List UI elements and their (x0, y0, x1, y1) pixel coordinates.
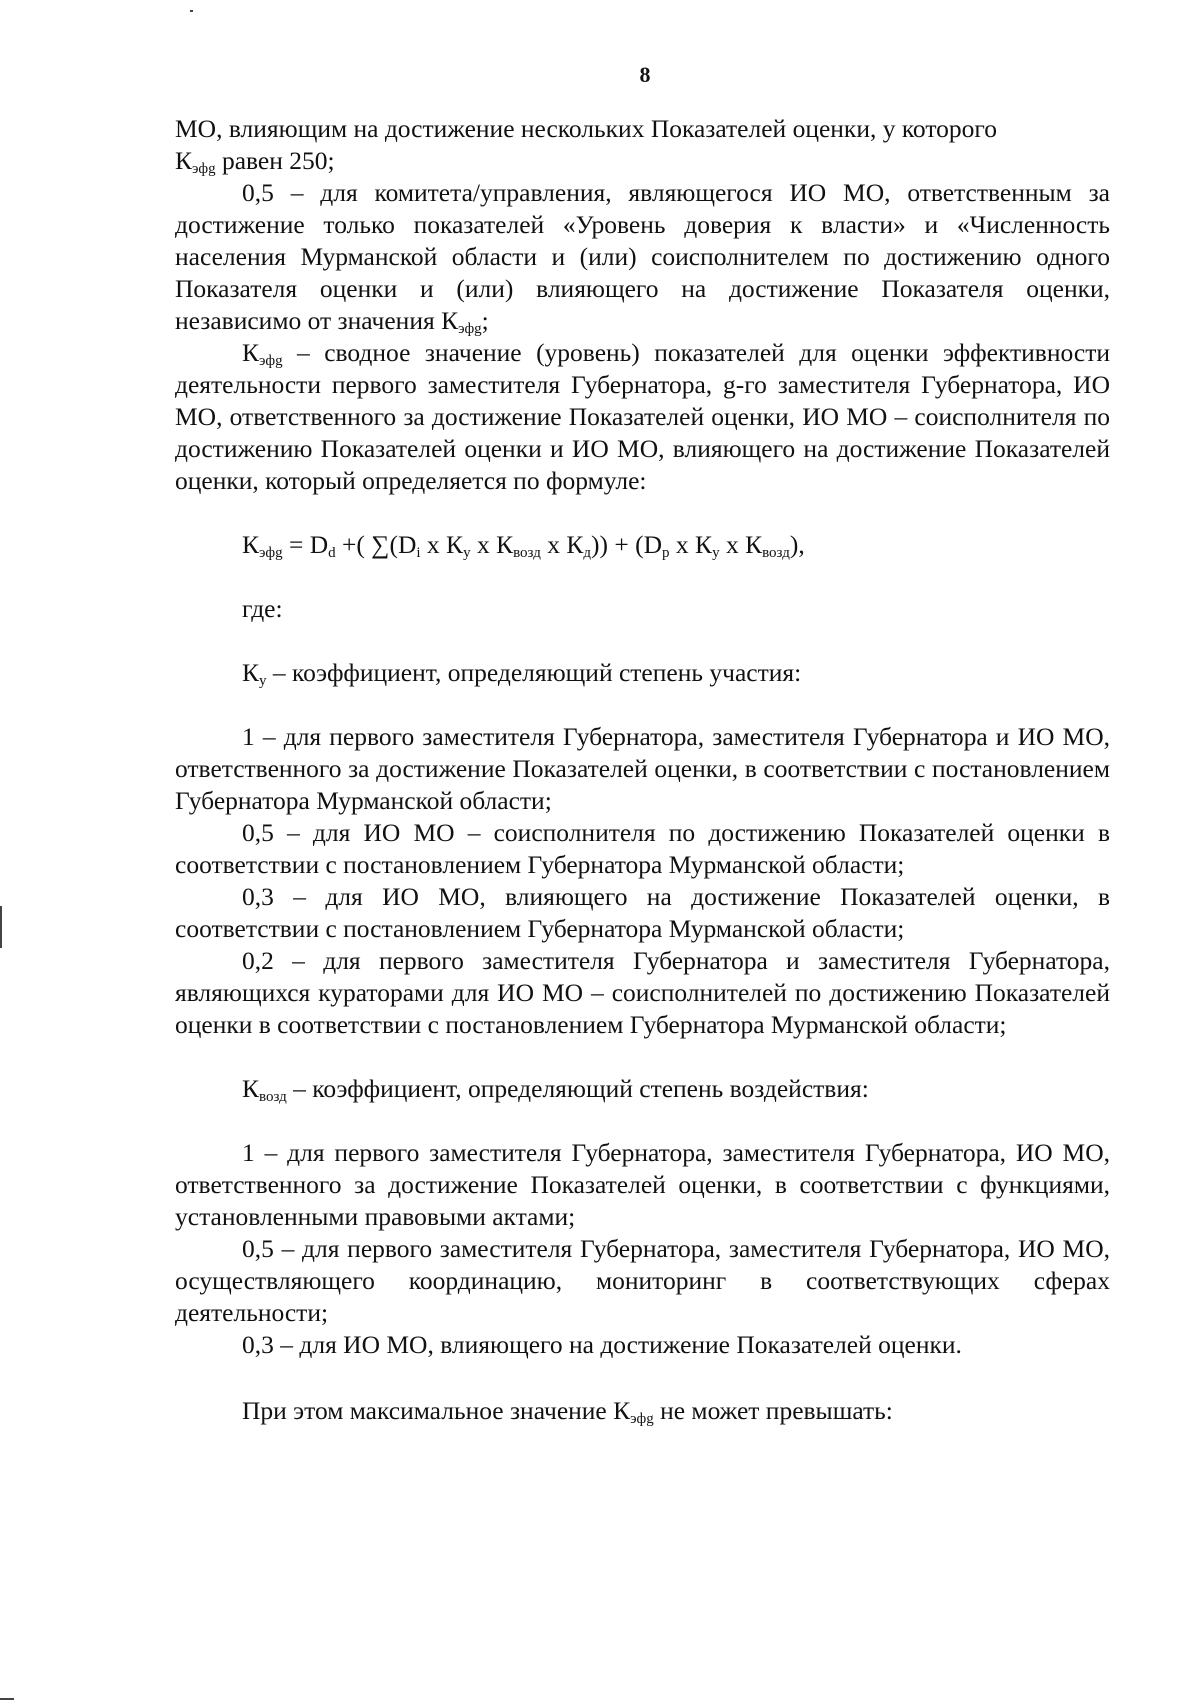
list-item: 0,5 – для первого заместителя Губернатора, заместителя Губернатора, ИО МО, осуществляющего координацию, мониторинг в соответствующих сферах деятельности; (175, 1234, 1110, 1327)
list-item: 0,3 – для ИО МО, влияющего на достижение Показателей оценки. (242, 1330, 962, 1359)
definition-k-vozd: $К_{возд}$ – коэффициент, определяющий степень воздействия: (242, 1074, 869, 1105)
list-item: 1 – для первого заместителя Губернатора, заместителя Губернатора, ИО МО, ответственного за достижение Показателей оценки, в соответствии с функциями, установленными правовыми актами; (175, 1138, 1110, 1231)
formula: $К_{эфg} = D_d$ +( $\sum(D_i$ х $К_у$ х $К_{возд}$ х $К_д)) + (D_p$ х $К_у$ х $К_{возд}$), (242, 530, 805, 561)
list-item: 1 – для первого заместителя Губернатора, заместителя Губернатора и ИО МО, ответственного за достижение Показателей оценки, в соответствии с постановлением Губернатора Мурманской области; (175, 722, 1110, 815)
list-item: 0,2 – для первого заместителя Губернатора и заместителя Губернатора, являющихся кураторами для ИО МО – соисполнителей по достижению Показателей оценки в соответствии с постановлением Губернатора Мурманской области; (175, 946, 1110, 1039)
definition-k-efg: $К_{эфg}$ – сводное значение (уровень) показателей для оценки эффективности деятельности первого заместителя Губернатора, g-го заместителя Губернатора, ИО МО, ответственного за достижение Показателей оценки, ИО МО – соисполнителя по достижению Показателей оценки и ИО МО, влияющего на достижение Показателей оценки, который определяется по формуле: (175, 338, 1110, 495)
scan-mark (0, 906, 2, 948)
document-body (175, 113, 1110, 1427)
final-paragraph: При этом максимальное значение $К_{эфg}$ не может превышать: (242, 1396, 893, 1427)
where-label: где: (242, 594, 283, 623)
page-number: 8 (639, 62, 651, 87)
paragraph: МО, влияющим на достижение нескольких Показателей оценки, у которого $К_{эфg}$ равен 250; (175, 114, 997, 177)
definition-k-y: $К_у$ – коэффициент, определяющий степень участия: (242, 658, 802, 689)
paragraph: 0,5 – для комитета/управления, являющегося ИО МО, ответственным за достижение только показателей «Уровень доверия к власти» и «Численность населения Мурманской области и (или) соисполнителем по достижению одного Показателя оценки и (или) влияющего на достижение Показателя оценки, независимо от значения $К_{эфg}$; (175, 178, 1110, 337)
scan-mark (0, 1698, 14, 1700)
list-item: 0,5 – для ИО МО – соисполнителя по достижению Показателей оценки в соответствии с постановлением Губернатора Мурманской области; (175, 818, 1110, 879)
list-item: 0,3 – для ИО МО, влияющего на достижение Показателей оценки, в соответствии с постановлением Губернатора Мурманской области; (175, 882, 1110, 943)
scan-mark (190, 10, 193, 12)
